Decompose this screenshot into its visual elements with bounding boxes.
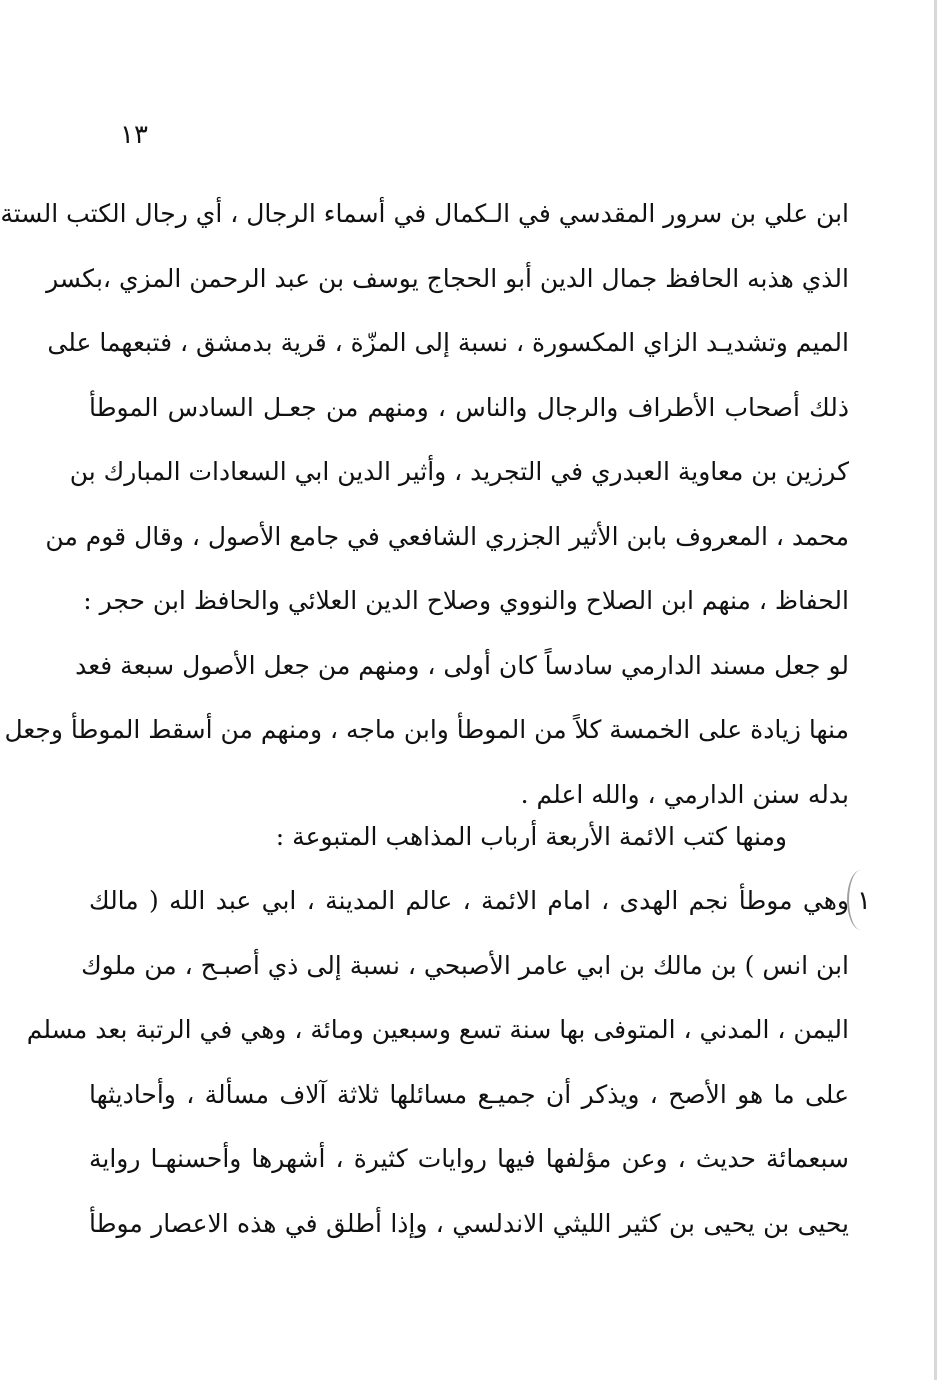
text-line: ابن انس ) بن مالك بن ابي عامر الأصبحي ، نسبة إلى ذي أصبـح ، من ملوك xyxy=(81,950,849,980)
text-line: على ما هو الأصح ، ويذكر أن جميـع مسائلها ثلاثة آلاف مسألة ، وأحاديثها xyxy=(89,1079,849,1109)
text-line: سبعمائة حديث ، وعن مؤلفها فيها روايات كثيرة ، أشهرها وأحسنهـا رواية xyxy=(89,1144,849,1173)
paragraph-1 xyxy=(0,182,849,827)
heading-text: ومنها كتب الائمة الأربعة أرباب المذاهب المتبوعة : xyxy=(275,822,787,851)
text-line: اليمن ، المدني ، المتوفى بها سنة تسع وسبعين ومائة ، وهي في الرتبة بعد مسلم xyxy=(26,1015,849,1044)
text-line: الميم وتشديـد الزاي المكسورة ، نسبة إلى المزّة ، قرية بدمشق ، فتبعهما على xyxy=(47,328,849,357)
page-number: ١٣ xyxy=(120,120,148,150)
paragraph-2 xyxy=(26,869,849,1256)
text-line: منها زيادة على الخمسة كلاً من الموطأ وابن ماجه ، ومنهم من أسقط الموطأ وجعل xyxy=(4,715,849,744)
text-line: الذي هذبه الحافظ جمال الدين أبو الحجاج يوسف بن عبد الرحمن المزي ،بكسر xyxy=(46,263,849,293)
text-line: لو جعل مسند الدارمي سادساً كان أولى ، ومنهم من جعل الأصول سبعة فعد xyxy=(75,650,849,680)
text-line: الحفاظ ، منهم ابن الصلاح والنووي وصلاح الدين العلائي والحافظ ابن حجر : xyxy=(83,586,849,615)
text-line: محمد ، المعروف بابن الأثير الجزري الشافعي في جامع الأصول ، وقال قوم من xyxy=(45,521,849,551)
text-line: وهي موطأ نجم الهدى ، امام الائمة ، عالم المدينة ، ابي عبد الله ( مالك xyxy=(89,886,849,915)
text-line: كرزين بن معاوية العبدري في التجريد ، وأثير الدين ابي السعادات المبارك بن xyxy=(69,457,849,486)
section-heading xyxy=(147,805,787,870)
book-page xyxy=(2,0,937,1380)
text-line: يحيى بن يحيى بن كثير الليثي الاندلسي ، وإذا أطلق في هذه الاعصار موطأ xyxy=(89,1208,849,1238)
note-number: ١ xyxy=(857,886,871,916)
text-line: ابن علي بن سرور المقدسي في الـكمال في أسماء الرجال ، أي رجال الكتب الستة xyxy=(0,199,849,228)
text-line: ذلك أصحاب الأطراف والرجال والناس ، ومنهم من جعـل السادس الموطأ xyxy=(89,392,849,422)
text-line: بدله سنن الدارمي ، والله اعلم . xyxy=(520,779,849,809)
